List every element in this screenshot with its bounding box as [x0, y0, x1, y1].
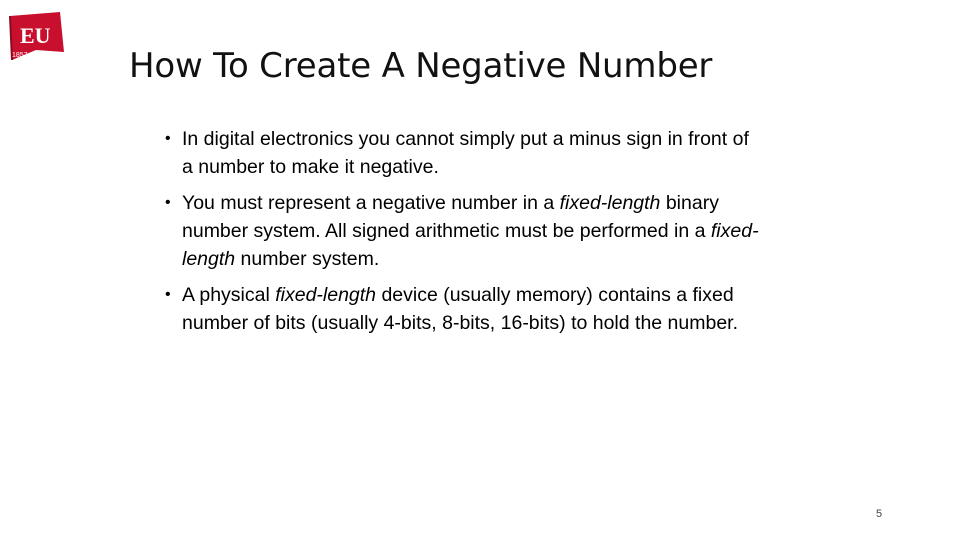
- bullet-text: In digital electronics you cannot simply put a minus sign in front of a number to make it negative.: [182, 128, 749, 178]
- bullet-text: You must represent a negative number in a: [182, 192, 560, 214]
- bullet-emphasis: fixed-length: [275, 284, 377, 306]
- page-number: 5: [876, 508, 883, 520]
- bullet-list: [160, 125, 760, 337]
- bullet-emphasis: fixed-length: [559, 192, 661, 214]
- logo-year: 1857: [12, 52, 28, 59]
- logo-letters: EU: [20, 23, 51, 48]
- eu-logo: [6, 10, 66, 62]
- bullet-dot-icon: •: [165, 194, 171, 211]
- slide-title: How To Create A Negative Number: [129, 46, 713, 86]
- eu-pennant-icon: [6, 10, 66, 62]
- bullet-text: device (usually memory) contains a fixed number of bits (usually 4-bits, 8-bits, 16-bits) to hold the number.: [182, 284, 739, 334]
- bullet-text: number system.: [235, 248, 380, 270]
- bullet-item: [160, 281, 760, 337]
- bullet-text: binary number system. All signed arithmetic must be performed in a: [182, 192, 719, 242]
- bullet-emphasis: fixed-length: [182, 220, 759, 270]
- bullet-item: [160, 189, 760, 273]
- bullet-dot-icon: •: [165, 130, 171, 147]
- bullet-text: A physical: [182, 284, 276, 306]
- bullet-dot-icon: •: [165, 286, 171, 303]
- bullet-item: [160, 125, 760, 181]
